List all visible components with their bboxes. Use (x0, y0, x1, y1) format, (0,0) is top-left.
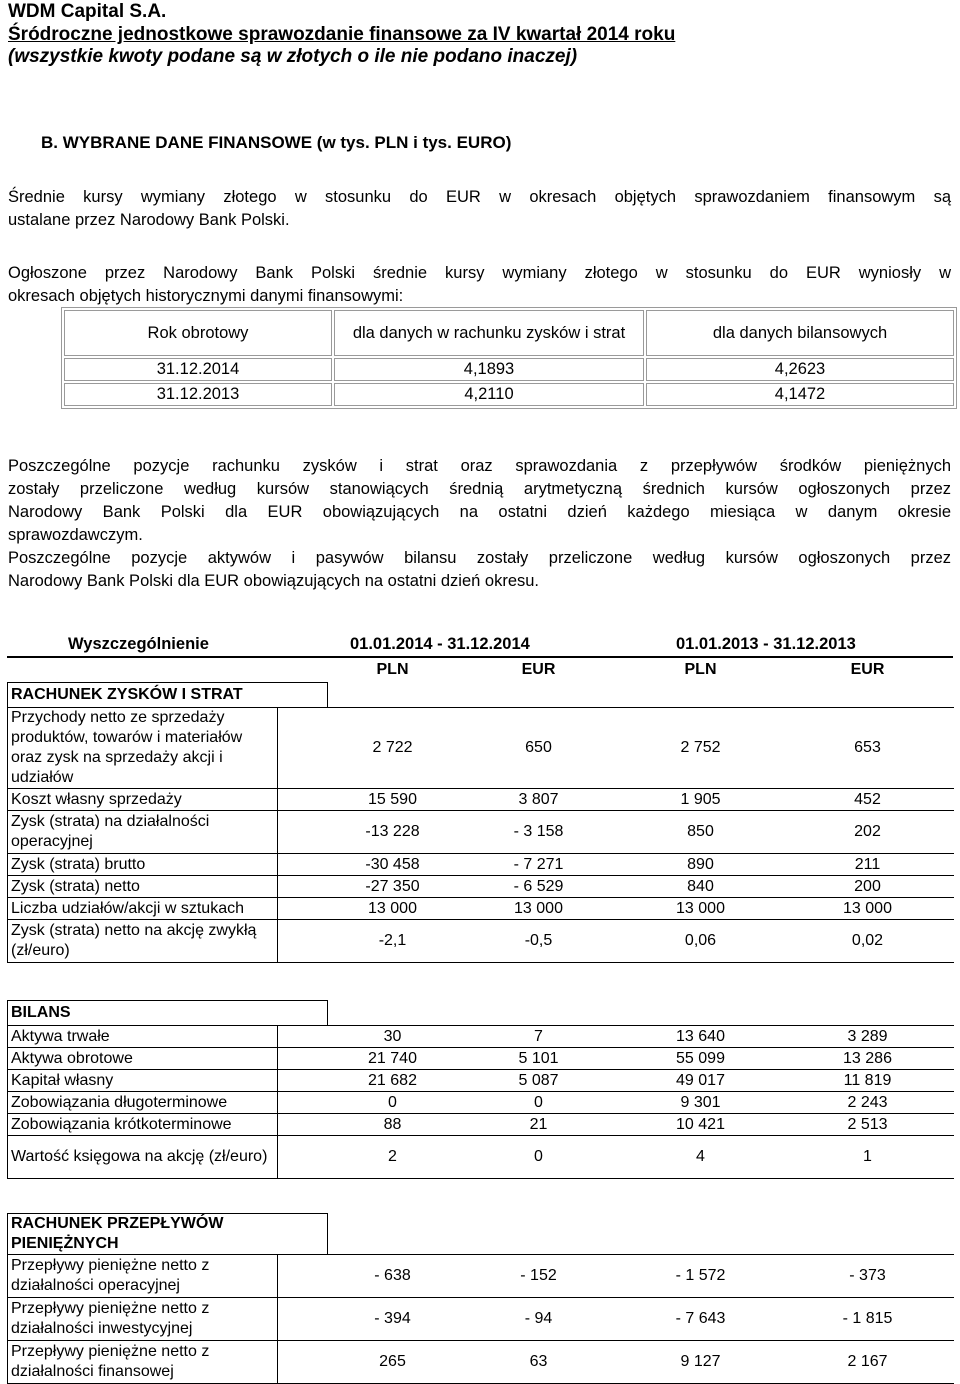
income-statement-table (7, 658, 954, 963)
value-cell: 13 286 (782, 1048, 954, 1070)
currency-header-row (8, 658, 954, 683)
blank-cell (278, 898, 328, 920)
value-cell: - 3 158 (458, 811, 620, 854)
intro-p2-line-1: Ogłoszone przez Narodowy Bank Polski średnie kursy wymiany złotego w stosunku do EUR wyniosły w (8, 264, 951, 282)
value-cell: 2 243 (782, 1092, 954, 1114)
period-2014-header: 01.01.2014 - 31.12.2014 (350, 635, 530, 653)
value-cell: - 394 (328, 1298, 458, 1341)
value-cell: 30 (328, 1026, 458, 1048)
value-cell: 5 087 (458, 1070, 620, 1092)
explain-line: Poszczególne pozycje rachunku zysków i strat oraz sprawozdania z przepływów środków pieniężnych (8, 457, 951, 475)
row-label: Przychody netto ze sprzedaży produktów, towarów i materiałów oraz zysk na sprzedaży akcji i udziałów (8, 708, 278, 789)
value-cell: 88 (328, 1114, 458, 1136)
explain-line: Narodowy Bank Polski dla EUR obowiązujących na ostatni dzień okresu. (8, 572, 540, 590)
value-cell: 2 722 (328, 708, 458, 789)
intro-paragraph-2 (8, 262, 951, 308)
value-cell: 452 (782, 789, 954, 811)
rates-cell: 4,1472 (646, 383, 954, 406)
table-row (8, 920, 954, 963)
row-label: Aktywa trwałe (8, 1026, 278, 1048)
table-row (8, 811, 954, 854)
value-cell: - 6 529 (458, 876, 620, 898)
blank-cell (620, 1001, 782, 1026)
blank-cell (278, 1114, 328, 1136)
value-cell: 5 101 (458, 1048, 620, 1070)
row-label: Zysk (strata) netto (8, 876, 278, 898)
value-cell: 265 (328, 1341, 458, 1384)
value-cell: 653 (782, 708, 954, 789)
value-cell: 211 (782, 854, 954, 876)
value-cell: -0,5 (458, 920, 620, 963)
rates-header-income: dla danych w rachunku zysków i strat (334, 310, 644, 356)
blank-cell (278, 1136, 328, 1179)
row-label: Przepływy pieniężne netto z działalności finansowej (8, 1341, 278, 1384)
blank-cell (278, 811, 328, 854)
row-label: Przepływy pieniężne netto z działalności inwestycyjnej (8, 1298, 278, 1341)
value-cell: -13 228 (328, 811, 458, 854)
row-label: Aktywa obrotowe (8, 1048, 278, 1070)
blank-cell (328, 1214, 458, 1255)
value-cell: 2 (328, 1136, 458, 1179)
blank-cell (458, 683, 620, 708)
blank-cell (458, 1214, 620, 1255)
value-cell: 200 (782, 876, 954, 898)
currency-label: PLN (376, 661, 409, 679)
table-row (8, 1070, 954, 1092)
value-cell: 13 000 (458, 898, 620, 920)
table-row (8, 1255, 954, 1298)
value-cell: 650 (458, 708, 620, 789)
value-cell: 0 (328, 1092, 458, 1114)
cash-flow-table (7, 1213, 954, 1384)
blank-cell (278, 708, 328, 789)
balance-sheet-table (7, 1000, 954, 1179)
blank-cell (278, 789, 328, 811)
value-cell: 13 640 (620, 1026, 782, 1048)
value-cell: 13 000 (620, 898, 782, 920)
value-cell: 9 127 (620, 1341, 782, 1384)
blank-cell (782, 1214, 954, 1255)
table-row (8, 898, 954, 920)
amounts-note: (wszystkie kwoty podane są w złotych o ile nie podano inaczej) (8, 46, 578, 67)
blank-cell (782, 1001, 954, 1026)
table-row (8, 1136, 954, 1179)
intro-p1-line-1: Średnie kursy wymiany złotego w stosunku do EUR w okresach objętych sprawozdaniem finansowym są (8, 188, 951, 206)
table-row (8, 876, 954, 898)
rates-row (64, 358, 954, 381)
explain-line: Narodowy Bank Polski dla EUR obowiązujących na ostatni dzień każdego miesiąca w danym okresie (8, 503, 951, 521)
rates-header-row (64, 310, 954, 356)
explain-line: sprawozdawczym. (8, 526, 143, 544)
value-cell: 9 301 (620, 1092, 782, 1114)
value-cell: 1 905 (620, 789, 782, 811)
table-row (8, 1026, 954, 1048)
value-cell: 21 740 (328, 1048, 458, 1070)
value-cell: 2 513 (782, 1114, 954, 1136)
row-label: Kapitał własny (8, 1070, 278, 1092)
blank-cell (278, 920, 328, 963)
blank-cell (278, 1026, 328, 1048)
value-cell: - 638 (328, 1255, 458, 1298)
blank-cell (458, 1001, 620, 1026)
value-cell: 7 (458, 1026, 620, 1048)
value-cell: -30 458 (328, 854, 458, 876)
value-cell: - 152 (458, 1255, 620, 1298)
section-heading: RACHUNEK ZYSKÓW I STRAT (8, 683, 328, 708)
rates-cell: 4,1893 (334, 358, 644, 381)
value-cell: 2 167 (782, 1341, 954, 1384)
table-row (8, 1341, 954, 1384)
blank-cell (278, 854, 328, 876)
table-row (8, 854, 954, 876)
currency-label: EUR (521, 661, 556, 679)
intro-p1-line-2: ustalane przez Narodowy Bank Polski. (8, 211, 290, 229)
value-cell: 11 819 (782, 1070, 954, 1092)
row-label: Wartość księgowa na akcję (zł/euro) (8, 1136, 278, 1179)
blank-cell (278, 1048, 328, 1070)
blank-cell (328, 683, 458, 708)
row-label: Zysk (strata) na działalności operacyjnej (8, 811, 278, 854)
blank-cell (782, 683, 954, 708)
row-label: Zobowiązania krótkoterminowe (8, 1114, 278, 1136)
value-cell: - 7 643 (620, 1298, 782, 1341)
table-row (8, 789, 954, 811)
intro-p2-line-2: okresach objętych historycznymi danymi finansowymi: (8, 287, 404, 305)
table-row (8, 1048, 954, 1070)
value-cell: 2 752 (620, 708, 782, 789)
value-cell: 850 (620, 811, 782, 854)
intro-paragraph-1 (8, 186, 951, 232)
value-cell: 49 017 (620, 1070, 782, 1092)
rates-header-balance: dla danych bilansowych (646, 310, 954, 356)
value-cell: 4 (620, 1136, 782, 1179)
section-heading: BILANS (8, 1001, 328, 1026)
blank-cell (278, 876, 328, 898)
row-label: Zysk (strata) netto na akcję zwykłą (zł/euro) (8, 920, 278, 963)
value-cell: 63 (458, 1341, 620, 1384)
value-cell: 890 (620, 854, 782, 876)
value-cell: 202 (782, 811, 954, 854)
period-2013-header: 01.01.2013 - 31.12.2013 (676, 635, 856, 653)
row-label: Liczba udziałów/akcji w sztukach (8, 898, 278, 920)
table-row (8, 1114, 954, 1136)
blank-cell (620, 683, 782, 708)
value-cell: 21 (458, 1114, 620, 1136)
rates-row (64, 383, 954, 406)
rates-cell: 4,2110 (334, 383, 644, 406)
section-title: B. WYBRANE DANE FINANSOWE (w tys. PLN i tys. EURO) (41, 133, 512, 152)
table-row (8, 1298, 954, 1341)
value-cell: 3 807 (458, 789, 620, 811)
blank-cell (8, 658, 328, 683)
blank-cell (278, 1298, 328, 1341)
value-cell: 3 289 (782, 1026, 954, 1048)
rates-cell: 4,2623 (646, 358, 954, 381)
value-cell: -2,1 (328, 920, 458, 963)
blank-cell (278, 1255, 328, 1298)
currency-label: EUR (850, 661, 885, 679)
blank-cell (278, 1341, 328, 1384)
value-cell: 13 000 (328, 898, 458, 920)
section-title-row (8, 1001, 954, 1026)
row-label: Zobowiązania długoterminowe (8, 1092, 278, 1114)
section-title-row (8, 1214, 954, 1255)
blank-cell (278, 1092, 328, 1114)
currency-label: PLN (684, 661, 717, 679)
value-cell: 55 099 (620, 1048, 782, 1070)
value-cell: - 1 572 (620, 1255, 782, 1298)
value-cell: - 94 (458, 1298, 620, 1341)
blank-cell (620, 1214, 782, 1255)
value-cell: 15 590 (328, 789, 458, 811)
table-row (8, 708, 954, 789)
row-label: Koszt własny sprzedaży (8, 789, 278, 811)
exchange-rates-table (61, 307, 957, 409)
value-cell: - 373 (782, 1255, 954, 1298)
company-name: WDM Capital S.A. (8, 1, 167, 22)
value-cell: 0 (458, 1092, 620, 1114)
report-title: Śródroczne jednostkowe sprawozdanie finansowe za IV kwartał 2014 roku (8, 24, 676, 45)
section-heading: RACHUNEK PRZEPŁYWÓW PIENIĘŻNYCH (8, 1214, 328, 1255)
table-row (8, 1092, 954, 1114)
value-cell: -27 350 (328, 876, 458, 898)
value-cell: 0,06 (620, 920, 782, 963)
rates-header-year: Rok obrotowy (64, 310, 332, 356)
column-header-item: Wyszczególnienie (68, 635, 209, 653)
row-label: Przepływy pieniężne netto z działalności operacyjnej (8, 1255, 278, 1298)
explain-line: Poszczególne pozycje aktywów i pasywów bilansu zostały przeliczone według kursów ogłoszonych przez (8, 549, 951, 567)
value-cell: 13 000 (782, 898, 954, 920)
value-cell: 21 682 (328, 1070, 458, 1092)
value-cell: 10 421 (620, 1114, 782, 1136)
value-cell: - 7 271 (458, 854, 620, 876)
blank-cell (328, 1001, 458, 1026)
explain-line: zostały przeliczone według kursów stanowiących średnią arytmetyczną średnich kursów ogłoszonych przez (8, 480, 951, 498)
blank-cell (278, 1070, 328, 1092)
value-cell: 0 (458, 1136, 620, 1179)
conversion-explanation (8, 455, 951, 593)
row-label: Zysk (strata) brutto (8, 854, 278, 876)
value-cell: 1 (782, 1136, 954, 1179)
value-cell: - 1 815 (782, 1298, 954, 1341)
section-title-row (8, 683, 954, 708)
value-cell: 0,02 (782, 920, 954, 963)
rates-cell: 31.12.2014 (64, 358, 332, 381)
rates-cell: 31.12.2013 (64, 383, 332, 406)
value-cell: 840 (620, 876, 782, 898)
